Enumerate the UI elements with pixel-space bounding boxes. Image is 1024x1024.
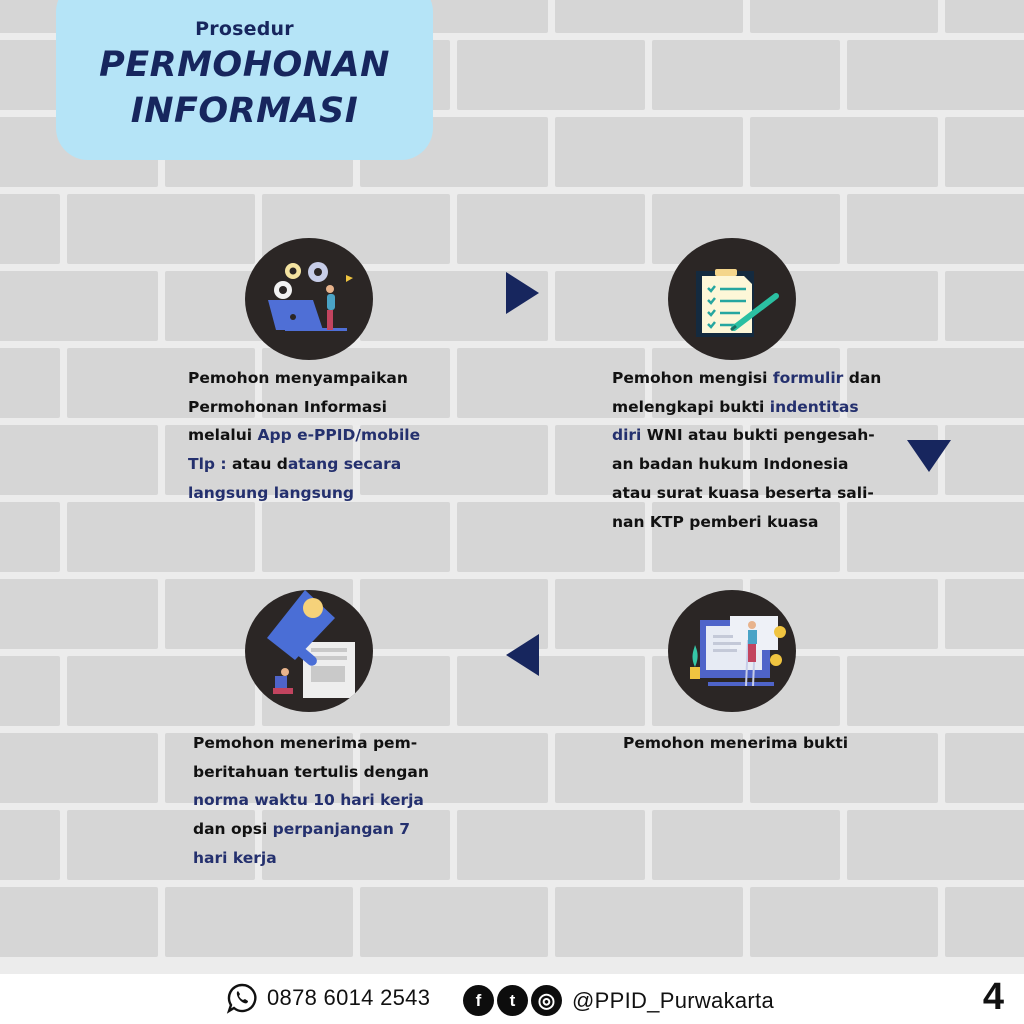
brick — [0, 656, 60, 726]
brick — [0, 348, 60, 418]
step-text-line — [612, 364, 912, 393]
brick — [457, 656, 645, 726]
text-segment: dan opsi — [193, 820, 273, 839]
step-text-line — [612, 450, 912, 479]
page-number: 4 — [982, 976, 1004, 1018]
brick — [165, 887, 353, 957]
highlighted-text: hari kerja — [193, 848, 277, 867]
footer — [0, 974, 1024, 1024]
brick-row — [0, 887, 1024, 957]
step-text-line — [188, 364, 448, 393]
brick — [945, 887, 1024, 957]
step-text-line — [193, 815, 453, 844]
brick — [457, 40, 645, 110]
brick — [750, 0, 938, 33]
brick-row — [0, 810, 1024, 880]
highlighted-text: diri — [612, 426, 642, 445]
step-text-line — [193, 844, 453, 873]
step-text-line — [188, 421, 448, 450]
social-handle: @PPID_Purwakarta — [572, 987, 774, 1013]
step-text-line — [623, 729, 903, 758]
brick — [0, 194, 60, 264]
brick — [847, 194, 1024, 264]
title-card — [56, 0, 433, 160]
step-text-line — [188, 393, 448, 422]
text-segment: Pemohon menerima bukti — [623, 734, 849, 752]
text-segment: Pemohon mengisi — [612, 369, 773, 387]
brick — [360, 887, 548, 957]
brick — [555, 0, 743, 33]
brick-row — [0, 194, 1024, 264]
brick — [750, 117, 938, 187]
brick — [0, 40, 60, 110]
arrow-left-icon — [506, 634, 539, 676]
step-text-line — [193, 758, 453, 787]
step-text-line — [193, 786, 453, 815]
step-text-line — [193, 729, 453, 758]
highlighted-text: atang secara — [287, 455, 402, 474]
highlighted-text: Tlp : — [188, 455, 232, 474]
brick — [0, 271, 158, 341]
brick — [945, 425, 1024, 495]
brick — [0, 733, 158, 803]
highlighted-text: norma waktu 10 hari kerja — [193, 791, 424, 810]
brick — [555, 117, 743, 187]
brick — [0, 887, 158, 957]
brick — [945, 733, 1024, 803]
title-prefix: Prosedur — [195, 18, 294, 40]
arrow-down-icon — [907, 440, 951, 472]
brick — [67, 194, 255, 264]
brick — [945, 117, 1024, 187]
text-segment: atau surat kuasa beserta sali- — [612, 483, 874, 502]
brick — [945, 0, 1024, 33]
facebook-icon[interactable]: f — [463, 985, 494, 1016]
text-segment: Pemohon menyampaikan — [188, 369, 408, 387]
step-4-text — [193, 729, 453, 873]
brick — [0, 502, 60, 572]
brick — [555, 887, 743, 957]
brick — [847, 810, 1024, 880]
title-line-2: INFORMASI — [130, 91, 359, 131]
brick — [0, 810, 60, 880]
clipboard-checklist-pen-icon — [668, 238, 796, 360]
text-segment: Pemohon menerima pem- — [193, 734, 418, 752]
brick — [945, 579, 1024, 649]
instagram-icon[interactable]: ◎ — [531, 985, 562, 1016]
highlighted-text: formulir — [772, 369, 844, 387]
highlighted-text: perpanjangan 7 — [272, 820, 411, 839]
brick — [847, 40, 1024, 110]
step-text-line — [188, 479, 448, 508]
brick — [262, 502, 450, 572]
text-segment: beritahuan tertulis dengan — [193, 762, 429, 781]
step-3-text — [623, 729, 903, 758]
brick — [67, 502, 255, 572]
text-segment: melengkapi bukti — [612, 397, 770, 416]
step-text-line — [612, 508, 912, 537]
highlighted-text: langsung langsung — [188, 483, 354, 502]
brick — [945, 271, 1024, 341]
megaphone-newspaper-icon — [245, 590, 373, 712]
step-text-line — [188, 450, 448, 479]
text-segment: atau d — [231, 455, 288, 474]
highlighted-text: App e-PPID/mobile — [257, 426, 421, 445]
step-2-text — [612, 364, 912, 536]
text-segment: WNI atau bukti pengesah- — [641, 426, 875, 445]
twitter-icon[interactable]: t — [497, 985, 528, 1016]
step-text-line — [612, 393, 912, 422]
phone-number: 0878 6014 2543 — [267, 985, 431, 1010]
brick — [750, 887, 938, 957]
text-segment: an badan hukum Indonesia — [612, 455, 849, 474]
laptop-gears-icon — [245, 238, 373, 360]
text-segment: melalui — [188, 426, 258, 445]
step-text-line — [612, 479, 912, 508]
whatsapp-icon — [226, 982, 258, 1014]
brick — [847, 656, 1024, 726]
arrow-right-icon — [506, 272, 539, 314]
computer-ladder-person-icon — [668, 590, 796, 712]
text-segment: nan KTP pemberi kuasa — [612, 512, 819, 531]
step-1-text — [188, 364, 448, 508]
brick — [0, 579, 158, 649]
brick — [0, 425, 158, 495]
brick — [67, 656, 255, 726]
brick — [652, 810, 840, 880]
brick — [457, 810, 645, 880]
text-segment: dan — [843, 369, 882, 387]
text-segment: Permohonan Informasi — [188, 397, 387, 416]
step-text-line — [612, 421, 912, 450]
highlighted-text: indentitas — [769, 397, 859, 416]
brick — [457, 194, 645, 264]
brick — [652, 40, 840, 110]
title-line-1: PERMOHONAN — [99, 45, 390, 85]
